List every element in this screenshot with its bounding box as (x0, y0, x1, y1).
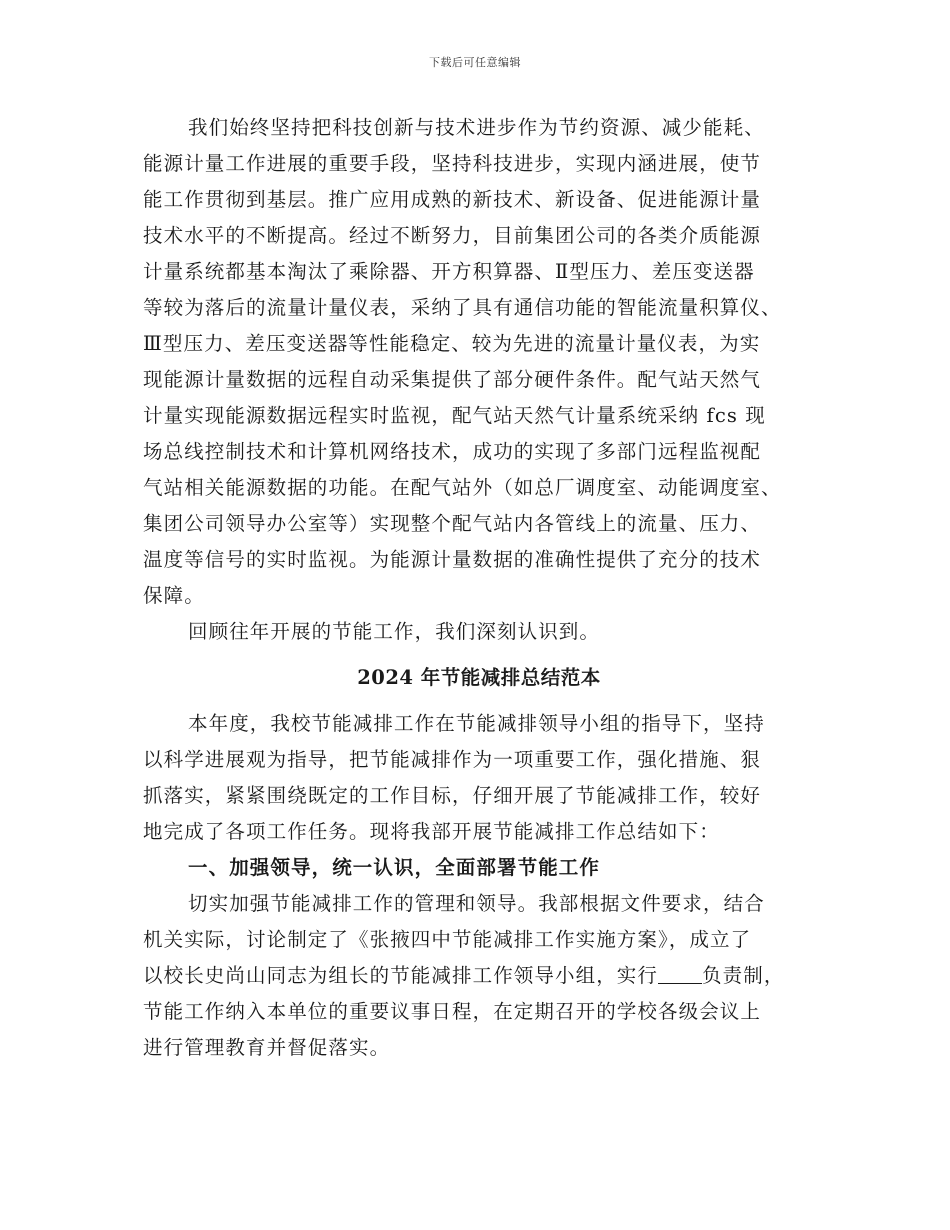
paragraph-line: 抓落实，紧紧围绕既定的工作目标，仔细开展了节能减排工作，较好 (143, 784, 762, 807)
paragraph-line: 地完成了各项工作任务。现将我部开展节能减排工作总结如下： (143, 820, 720, 843)
closing-line: 回顾往年开展的节能工作，我们深刻认识到。 (188, 620, 601, 643)
document-body (143, 110, 815, 1066)
paragraph-line: 进行管理教育并督促落实。 (143, 1036, 391, 1059)
section-heading: 一、加强领导，统一认识，全面部署节能工作 (188, 856, 601, 879)
paragraph-line: 气站相关能源数据的功能。在配气站外（如总厂调度室、动能调度室、 (143, 476, 782, 499)
line-text: 以校长史尚山同志为组长的节能减排工作领导小组，实行 (143, 964, 659, 987)
paragraph-line: 现能源计量数据的远程自动采集提供了部分硬件条件。配气站天然气 (143, 368, 762, 391)
paragraph-line: Ⅲ型压力、差压变送器等性能稳定、较为先进的流量计量仪表，为实 (143, 332, 761, 355)
paragraph-line: 以科学进展观为指导，把节能减排作为一项重要工作，强化措施、狠 (143, 748, 762, 771)
paragraph-line: 机关实际，讨论制定了《张掖四中节能减排工作实施方案》，成立了 (143, 928, 752, 951)
fill-in-blank (658, 963, 702, 984)
paragraph-line: 计量实现能源数据远程实时监视，配气站天然气计量系统采纳 fcs 现 (143, 404, 766, 427)
paragraph-line: 温度等信号的实时监视。为能源计量数据的准确性提供了充分的技术 (143, 548, 762, 571)
paragraph-line: 计量系统都基本淘汰了乘除器、开方积算器、Ⅱ型压力、差压变送器 (143, 260, 755, 283)
paragraph-line: 集团公司领导办公室等）实现整个配气站内各管线上的流量、压力、 (143, 512, 762, 535)
document-title: 2024 年节能减排总结范本 (357, 666, 601, 689)
paragraph-line: 场总线控制技术和计算机网络技术，成功的实现了多部门远程监视配 (143, 440, 762, 463)
page-header: 下载后可任意编辑 (429, 56, 521, 69)
paragraph-line-with-blank (143, 958, 815, 994)
paragraph-line: 能工作贯彻到基层。推广应用成熟的新技术、新设备、促进能源计量 (143, 188, 762, 211)
line-text-after-blank: 负责制， (702, 964, 785, 987)
paragraph-line: 节能工作纳入本单位的重要议事日程，在定期召开的学校各级会议上 (143, 1000, 762, 1023)
paragraph-line: 我们始终坚持把科技创新与技术进步作为节约资源、减少能耗、 (188, 116, 765, 139)
paragraph-line: 等较为落后的流量计量仪表，采纳了具有通信功能的智能流量积算仪、 (143, 296, 782, 319)
paragraph-line: 技术水平的不断提高。经过不断努力，目前集团公司的各类介质能源 (143, 224, 762, 247)
paragraph-line: 保障。 (143, 584, 205, 607)
paragraph-line: 能源计量工作进展的重要手段，坚持科技进步，实现内涵进展，使节 (143, 152, 762, 175)
paragraph-line: 切实加强节能减排工作的管理和领导。我部根据文件要求，结合 (188, 892, 765, 915)
paragraph-line: 本年度，我校节能减排工作在节能减排领导小组的指导下，坚持 (188, 712, 765, 735)
